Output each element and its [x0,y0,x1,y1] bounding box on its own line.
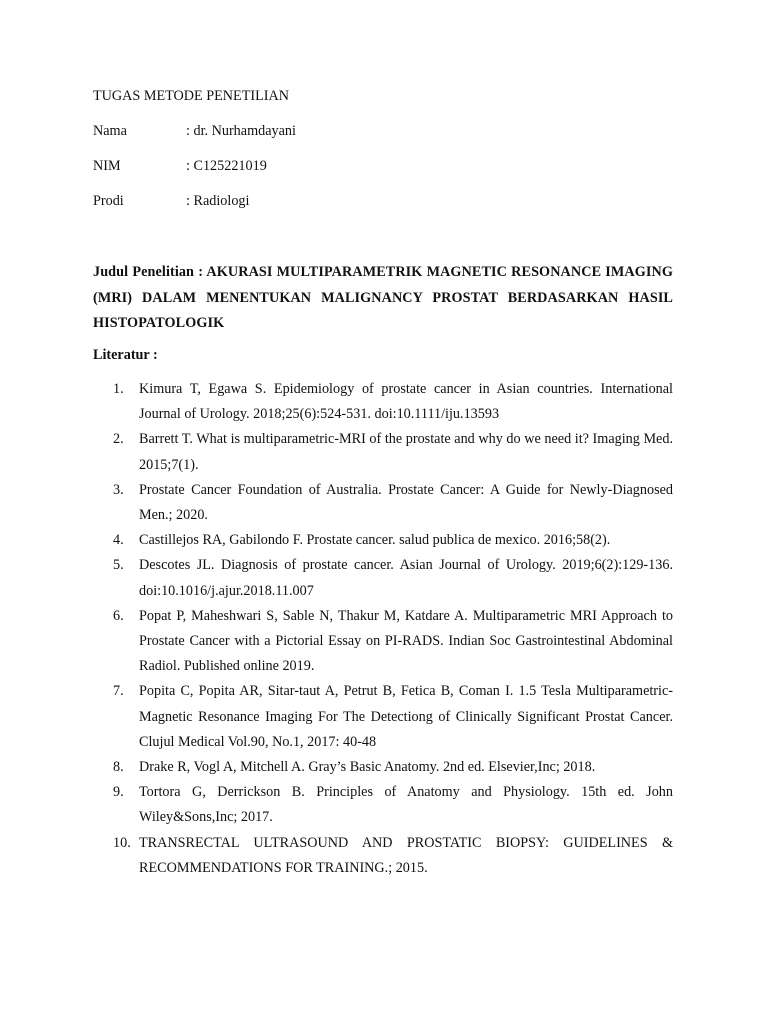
reference-text: Descotes JL. Diagnosis of prostate cancer. Asian Journal of Urology. 2019;6(2):129-136. doi:10.1016/j.ajur.2018.11.007 [139,557,673,599]
field-label: Nama [93,123,127,139]
reference-item [93,478,673,528]
reference-number: 8. [113,759,124,776]
reference-number: 7. [113,683,124,700]
reference-text: Castillejos RA, Gabilondo F. Prostate cancer. salud publica de mexico. 2016;58(2). [139,532,611,549]
reference-text: Popat P, Maheshwari S, Sable N, Thakur M, Katdare A. Multiparametric MRI Approach to Prostate Cancer with a Pictorial Essay on PI-RADS. Indian Soc Gastrointestinal Abdominal Radiol. Published online 2019. [139,607,673,675]
reference-number: 2. [113,431,124,448]
reference-text: Prostate Cancer Foundation of Australia. Prostate Cancer: A Guide for Newly-Diagnosed Men.; 2020. [139,481,673,524]
reference-number: 4. [113,532,124,549]
reference-text: Barrett T. What is multiparametric-MRI of the prostate and why do we need it? Imaging Med. 2015;7(1). [139,431,673,473]
reference-number: 3. [113,481,124,498]
research-title: Judul Penelitian : AKURASI MULTIPARAMETRIK MAGNETIC RESONANCE IMAGING (MRI) DALAM MENENTUKAN MALIGNANCY PROSTAT BERDASARKAN HASIL HISTOPATOLOGIK [93,264,673,331]
field-label: NIM [93,158,121,174]
reference-number: 5. [113,557,124,574]
reference-text: TRANSRECTAL ULTRASOUND AND PROSTATIC BIOPSY: GUIDELINES & RECOMMENDATIONS FOR TRAINING.; 2015. [139,834,673,876]
field-value: : Radiologi [186,193,250,209]
field-value: : C125221019 [186,158,267,174]
reference-item [93,604,673,680]
reference-text: Popita C, Popita AR, Sitar-taut A, Petrut B, Fetica B, Coman I. 1.5 Tesla Multiparametric-Magnetic Resonance Imaging For The Detectiong of Clinically Significant Prostat Cancer. Clujul Medical Vol.90, No.1, 2017: 40-48 [139,683,673,750]
field-row-nim [93,157,593,175]
reference-number: 1. [113,381,124,397]
field-row-prodi [93,192,593,210]
reference-item [93,831,673,881]
reference-text: Drake R, Vogl A, Mitchell A. Gray’s Basic Anatomy. 2nd ed. Elsevier,Inc; 2018. [139,759,596,776]
reference-number: 10. [113,834,131,851]
reference-number: 9. [113,784,124,801]
reference-item [93,427,673,477]
reference-number: 6. [113,607,124,624]
reference-item [93,528,673,553]
reference-item [93,553,673,603]
reference-list [93,377,673,881]
reference-item [93,679,673,755]
reference-text: Tortora G, Derrickson B. Principles of Anatomy and Physiology. 15th ed. John Wiley&Sons,Inc; 2017. [139,784,673,826]
reference-item [93,377,673,427]
field-value: : dr. Nurhamdayani [186,123,296,139]
reference-item [93,780,673,830]
field-label: Prodi [93,193,124,209]
field-row-nama [93,122,593,140]
reference-text: Kimura T, Egawa S. Epidemiology of prostate cancer in Asian countries. International Journal of Urology. 2018;25(6):524-531. doi:10.1111/iju.13593 [139,381,673,423]
reference-item [93,755,673,780]
document-title: TUGAS METODE PENETILIAN [93,88,289,104]
literature-heading: Literatur : [93,347,158,363]
